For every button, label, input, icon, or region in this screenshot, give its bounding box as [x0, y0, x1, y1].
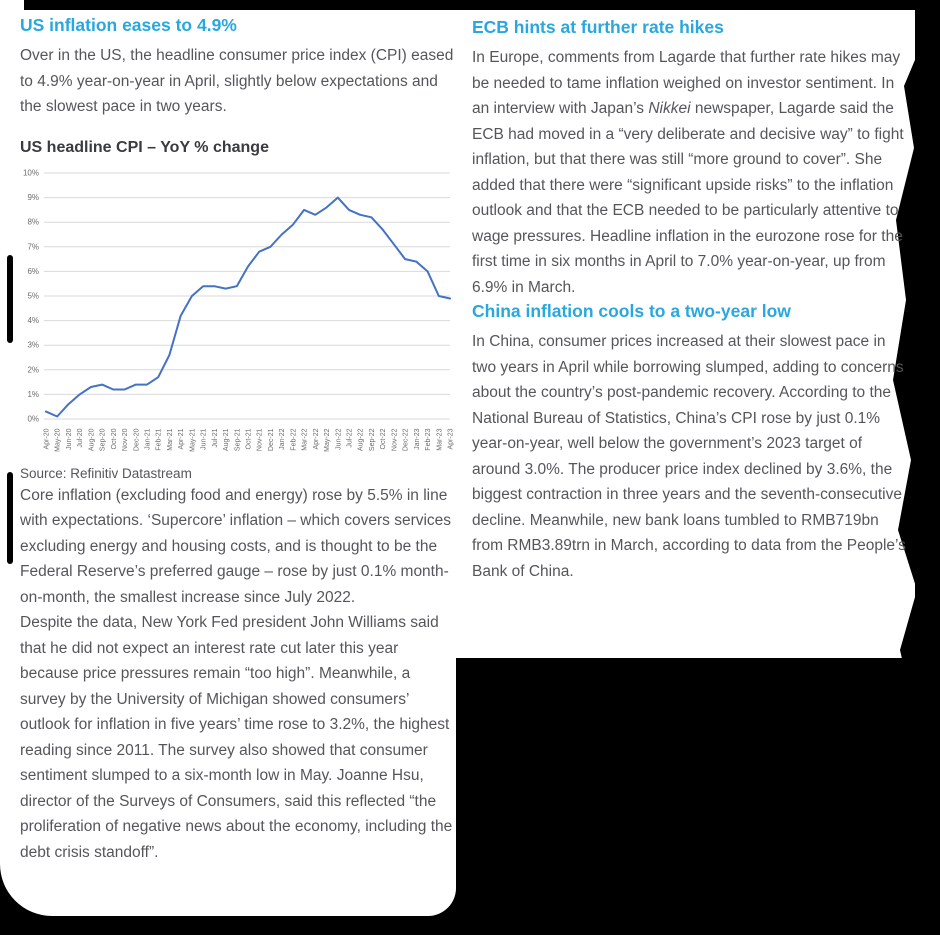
china-article-paragraph: In China, consumer prices increased at their slowest pace in two years in April while borrowing slumped, adding to concerns about the country’s post-pandemic recovery. According to the National Bureau of Statistics, China’s CPI rose by just 0.1% year-on-year, well below the government’s 2023 target of around 3.0%. The producer price index declined by 3.6%, the biggest contraction in three years and the seventh-consecutive decline. Meanwhile, new bank loans tumbled to RMB719bn from RMB3.89trn in March, according to data from the People’s Bank of China. — [472, 333, 906, 580]
y-axis-tick-label: 3% — [27, 340, 39, 350]
left-column — [20, 14, 456, 865]
x-axis-tick-label: Jan-21 — [144, 428, 152, 450]
us-article-paragraph-3: Despite the data, New York Fed president John Williams said that he did not expect an interest rate cut later this year because price pressures remain “too high”. Meanwhile, a survey by the University of Michigan showed consumers’ outlook for inflation in five years’ time rose to 3.2%, the highest reading since 2011. The survey also showed that consumer sentiment slumped to a six-month low in May. Joanne Hsu, director of the Surveys of Consumers, said this reflected “the proliferation of negative news about the economy, including the debt crisis standoff”. — [20, 614, 453, 861]
scan-edge-artifact — [7, 255, 13, 343]
x-axis-tick-label: Aug-22 — [357, 428, 365, 451]
x-axis-tick-label: Sep-21 — [234, 428, 242, 451]
chart-source-note: Source: Refinitiv Datastream — [20, 465, 192, 481]
cpi-line-chart-svg — [20, 161, 456, 461]
x-axis-tick-label: Apr-22 — [312, 428, 320, 450]
cpi-line-chart — [20, 161, 456, 461]
x-axis-tick-label: Jun-22 — [335, 428, 343, 450]
x-axis-tick-label: Oct-20 — [110, 428, 118, 450]
chart-title: US headline CPI – YoY % change — [20, 138, 269, 156]
x-axis-tick-label: Mar-22 — [301, 428, 309, 451]
ecb-paragraph-text: In Europe, comments from Lagarde that further rate hikes may be needed to tame inflation weighed on investor sentiment. In an interview with Japan’s — [472, 49, 901, 117]
x-axis-tick-label: Mar-23 — [436, 428, 444, 451]
x-axis-tick-label: Apr-23 — [447, 428, 455, 450]
y-axis-tick-label: 0% — [27, 414, 39, 423]
scan-edge-artifact — [7, 472, 13, 564]
x-axis-tick-label: Feb-21 — [155, 428, 163, 451]
us-article-paragraph-1: Over in the US, the headline consumer price index (CPI) eased to 4.9% year-on-year in April, slightly below expectations and the slowest pace in two years. — [20, 47, 454, 115]
paper-top-left-tab — [0, 0, 24, 12]
x-axis-tick-label: Jan-23 — [413, 428, 421, 450]
x-axis-tick-label: Jul-20 — [77, 428, 85, 448]
x-axis-tick-label: Nov-22 — [391, 428, 399, 451]
y-axis-tick-label: 5% — [27, 291, 39, 300]
x-axis-tick-label: Mar-21 — [166, 428, 174, 451]
x-axis-tick-label: Nov-20 — [122, 428, 130, 451]
y-axis-tick-label: 8% — [27, 217, 39, 227]
x-axis-tick-label: Feb-23 — [425, 428, 433, 451]
us-article-heading: US inflation eases to 4.9% — [20, 15, 237, 35]
x-axis-tick-label: Apr-21 — [178, 428, 186, 450]
x-axis-tick-label: May-22 — [324, 428, 332, 452]
x-axis-tick-label: Aug-21 — [223, 428, 231, 451]
ecb-paragraph-text: newspaper, Lagarde said the ECB had moved in a “very deliberate and decisive way” to fight inflation, but that there was still “more ground to cover”. She added that there were “significant upside risks” to the inflation outlook and that the ECB needed to be particularly attentive to wage pressures. Headline inflation in the eurozone rose for the first time in six months in April to 7.0% year-on-year, up from 6.9% in March. — [472, 100, 904, 296]
x-axis-tick-label: Apr-20 — [43, 428, 51, 450]
x-axis-tick-label: Oct-22 — [380, 428, 388, 450]
x-axis-tick-label: Sep-20 — [99, 428, 107, 451]
right-column — [472, 16, 906, 584]
y-axis-tick-label: 2% — [27, 364, 39, 374]
us-article-paragraph-2: Core inflation (excluding food and energy) rose by 5.5% in line with expectations. ‘Supercore’ inflation – which covers services excluding energy and housing costs, and is thought to be the Federal Reserve’s preferred gauge – rose by just 0.1% month-on-month, the smallest increase since July 2022. — [20, 486, 452, 606]
x-axis-tick-label: Oct-21 — [245, 428, 253, 450]
nikkei-publication-name: Nikkei — [648, 100, 691, 117]
x-axis-tick-label: Jun-20 — [65, 428, 73, 450]
x-axis-tick-label: Jul-21 — [211, 428, 219, 448]
y-axis-tick-label: 4% — [27, 315, 39, 325]
x-axis-tick-label: Dec-22 — [402, 428, 410, 451]
cpi-data-line — [46, 197, 450, 416]
x-axis-tick-label: Feb-22 — [290, 428, 298, 451]
x-axis-tick-label: Jun-21 — [200, 428, 208, 450]
x-axis-tick-label: Dec-20 — [133, 428, 141, 451]
china-article-heading: China inflation cools to a two-year low — [472, 301, 791, 321]
x-axis-tick-label: Dec-21 — [267, 428, 275, 451]
y-axis-tick-label: 7% — [27, 241, 39, 251]
x-axis-tick-label: May-20 — [54, 428, 62, 452]
x-axis-tick-label: Aug-20 — [88, 428, 96, 451]
y-axis-tick-label: 10% — [22, 168, 39, 177]
x-axis-tick-label: Nov-21 — [256, 428, 264, 451]
y-axis-tick-label: 9% — [27, 192, 39, 202]
y-axis-tick-label: 6% — [27, 266, 39, 276]
y-axis-tick-label: 1% — [27, 389, 39, 399]
x-axis-tick-label: Jan-22 — [279, 428, 287, 450]
x-axis-tick-label: May-21 — [189, 428, 197, 452]
x-axis-tick-label: Sep-22 — [368, 428, 376, 451]
x-axis-tick-label: Jul-22 — [346, 428, 354, 448]
ecb-article-heading: ECB hints at further rate hikes — [472, 17, 724, 37]
ecb-article-paragraph — [472, 45, 906, 300]
